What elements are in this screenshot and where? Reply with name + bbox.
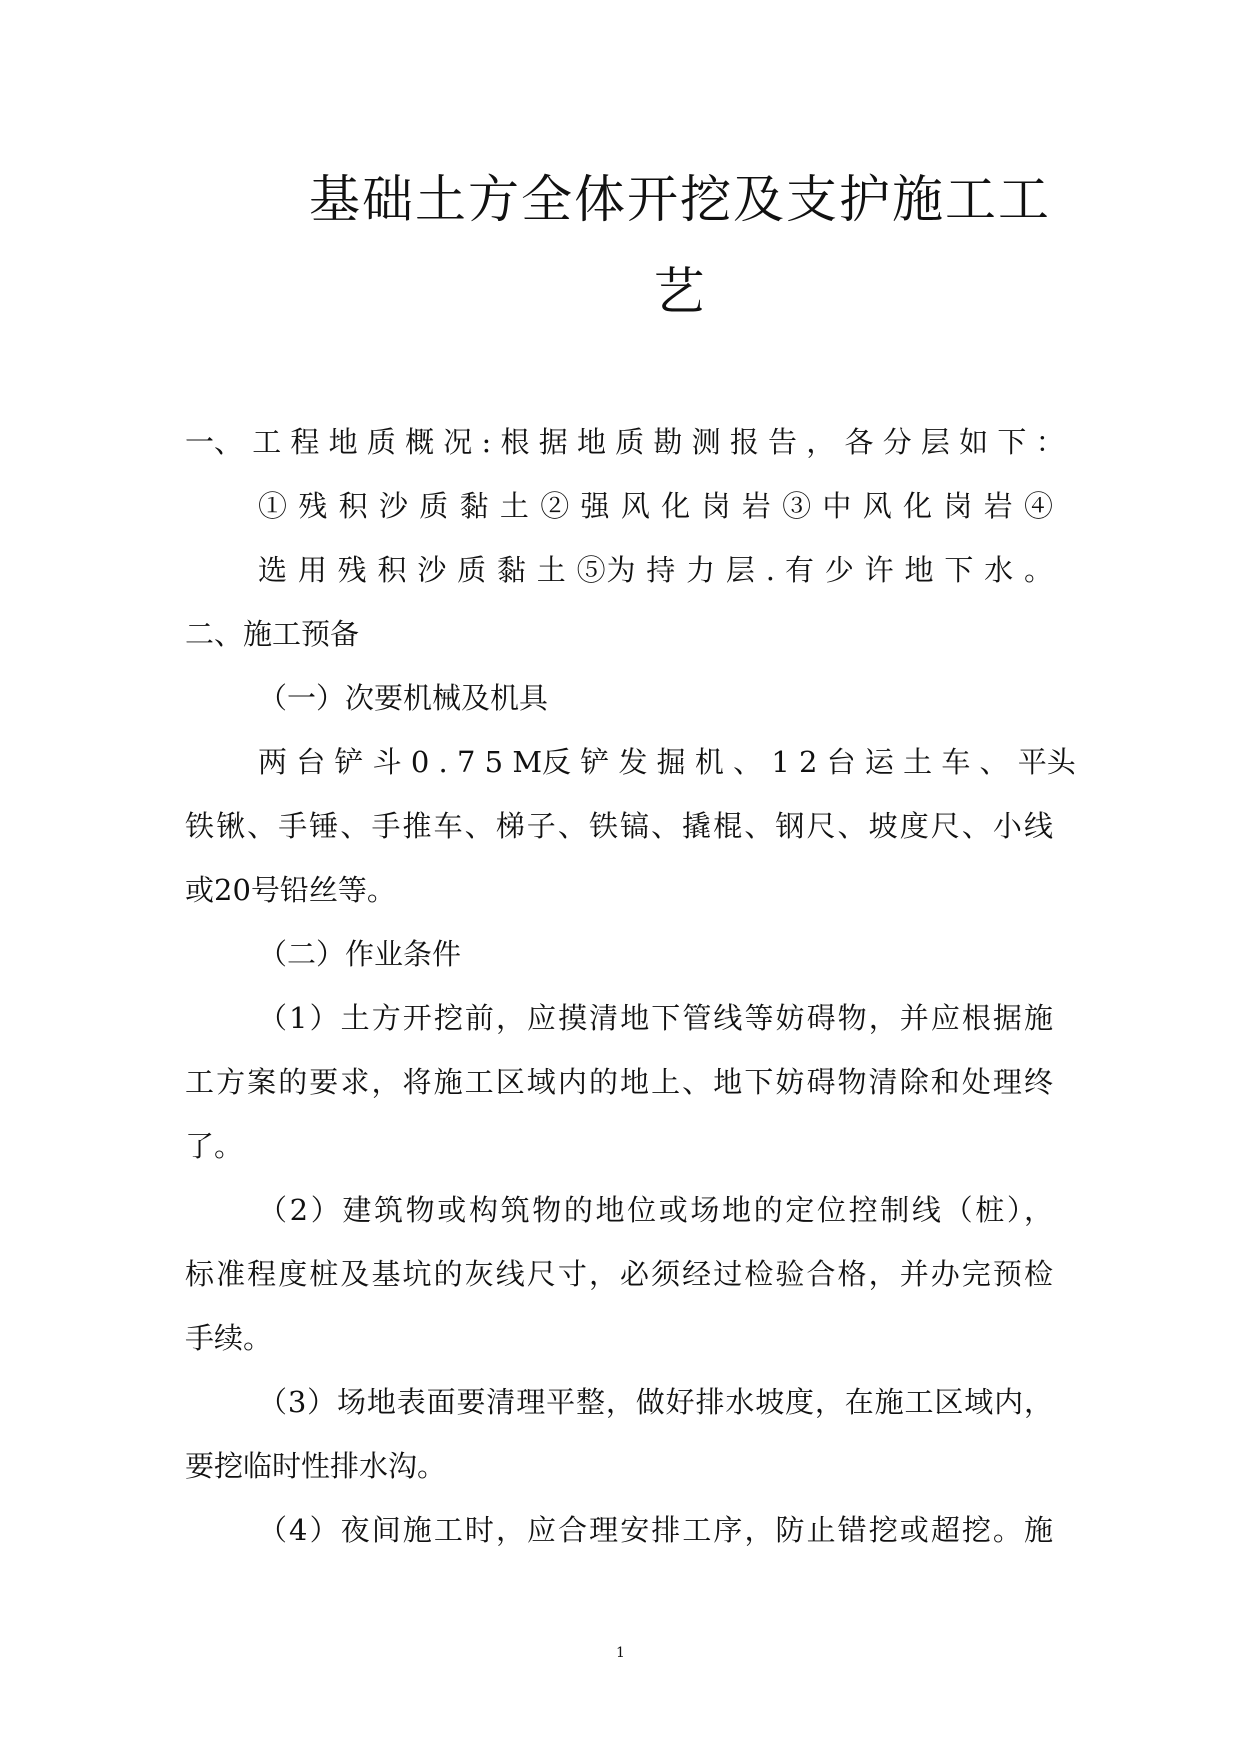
subsection-heading: （一）次要机械及机具 [258,681,549,715]
document-title [300,155,1060,339]
title-line-1: 基础土方全体开挖及支护施工工 [308,171,1051,230]
paragraph-line: 两 台 铲 斗 0 . 7 5 M反 铲 发 掘 机 、 1 2 台 运 土 车 、 平头 [258,745,1076,779]
paragraph-line: 一、 工 程 地 质 概 况 : 根 据 地 质 勘 测 报 告 ， 各 分 层 如 下 ： [185,425,1065,459]
title-line-2: 艺 [653,263,707,322]
paragraph-line: 手续。 [185,1321,273,1355]
paragraph-line: 选 用 残 积 沙 质 黏 土 ⑤为 持 力 层 . 有 少 许 地 下 水 。 [258,553,1053,587]
paragraph-line: 铁锹、手锤、手推车、梯子、铁镐、撬棍、钢尺、坡度尺、小线 [185,809,1053,843]
paragraph-line: （3）场地表面要清理平整，做好排水坡度，在施工区域内， [258,1385,1053,1419]
paragraph-line: （4）夜间施工时，应合理安排工序，防止错挖或超挖。施 [258,1513,1053,1547]
paragraph-line: （1）土方开挖前，应摸清地下管线等妨碍物，并应根据施 [258,1001,1053,1035]
paragraph-line: 要挖临时性排水沟。 [185,1449,447,1483]
paragraph-line: 了。 [185,1129,244,1163]
paragraph-line: 标准程度桩及基坑的灰线尺寸，必须经过检验合格，并办完预检 [185,1257,1053,1291]
paragraph-line: 或20号铅丝等。 [185,873,396,907]
section-heading: 二、施工预备 [185,617,360,651]
page-number: 1 [616,1645,625,1661]
subsection-heading: （二）作业条件 [258,937,462,971]
paragraph-line: 工方案的要求，将施工区域内的地上、地下妨碍物清除和处理终 [185,1065,1053,1099]
paragraph-line: （2）建筑物或构筑物的地位或场地的定位控制线（桩）， [258,1193,1053,1227]
paragraph-line: ① 残 积 沙 质 黏 土 ② 强 风 化 岗 岩 ③ 中 风 化 岗 岩 ④ [258,489,1053,523]
